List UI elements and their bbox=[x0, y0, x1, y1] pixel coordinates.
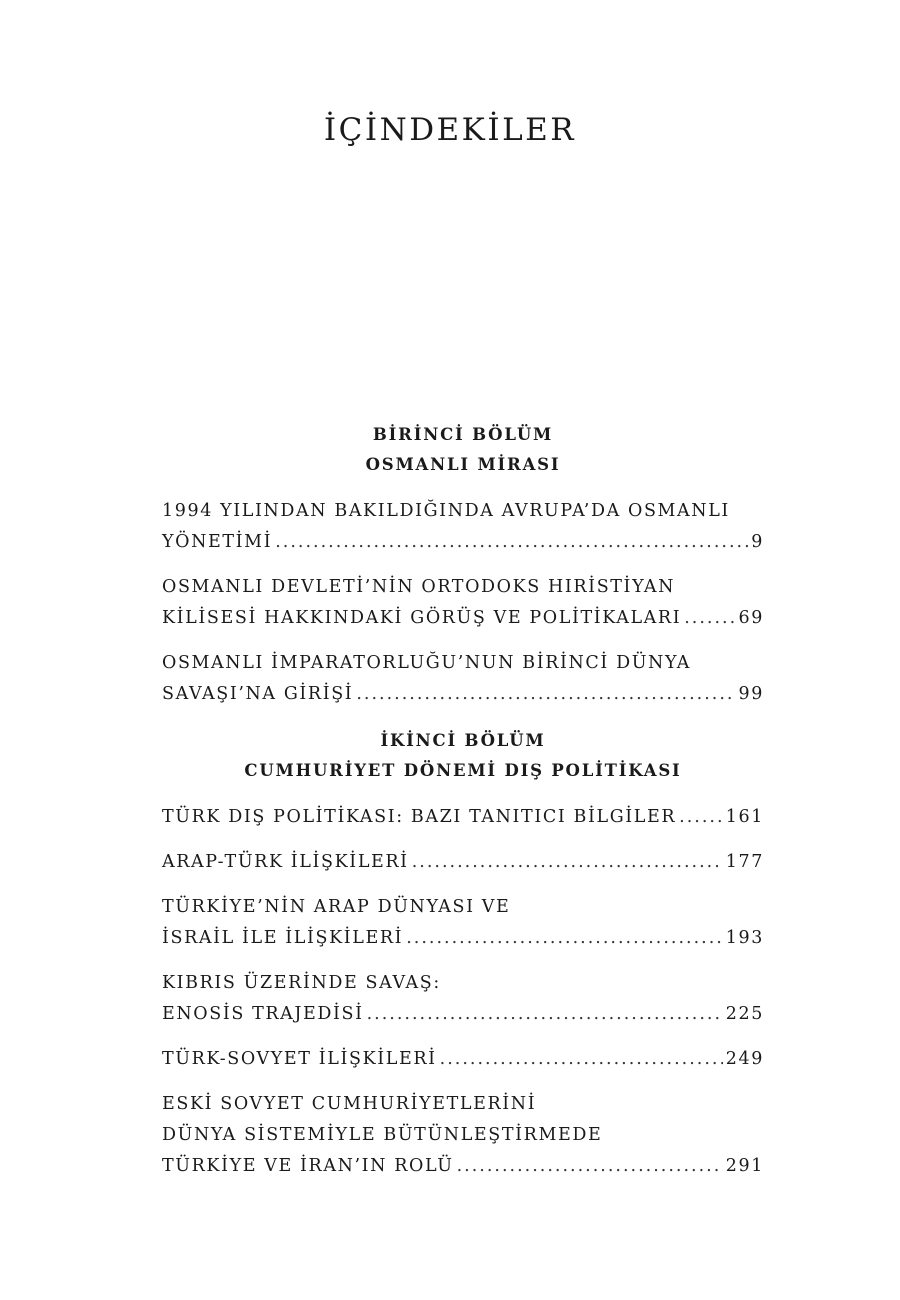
part-heading bbox=[162, 420, 764, 480]
page-number: 161 bbox=[725, 807, 764, 827]
dot-leader bbox=[275, 527, 748, 558]
entry-title-line: ARAP-TÜRK İLİŞKİLERİ bbox=[162, 852, 409, 872]
dot-leader bbox=[367, 999, 723, 1030]
toc-entry[interactable] bbox=[162, 1089, 764, 1182]
entry-title-line: TÜRKİYE VE İRAN’IN ROLÜ bbox=[162, 1156, 454, 1176]
entry-title-line: ENOSİS TRAJEDİSİ bbox=[162, 1004, 364, 1024]
toc-entry[interactable] bbox=[162, 572, 764, 634]
page-number: 249 bbox=[725, 1049, 764, 1069]
toc-entry[interactable] bbox=[162, 847, 764, 878]
toc-entry[interactable] bbox=[162, 648, 764, 710]
part-number: İKİNCİ BÖLÜM bbox=[380, 731, 546, 750]
page-number: 291 bbox=[725, 1156, 764, 1176]
part-name: OSMANLI MİRASI bbox=[365, 455, 561, 474]
page-number: 99 bbox=[738, 684, 764, 704]
table-of-contents bbox=[162, 420, 764, 1196]
dot-leader bbox=[457, 1151, 723, 1182]
toc-entry[interactable] bbox=[162, 968, 764, 1030]
dot-leader bbox=[684, 603, 735, 634]
entry-title-line: SAVAŞI’NA GİRİŞİ bbox=[162, 684, 354, 704]
part-number: BİRİNCİ BÖLÜM bbox=[372, 425, 554, 444]
entry-title-line: YÖNETİMİ bbox=[162, 532, 273, 552]
entry-title-line: OSMANLI İMPARATORLUĞU’NUN BİRİNCİ DÜNYA bbox=[162, 653, 691, 673]
toc-entry[interactable] bbox=[162, 892, 764, 954]
entry-title-line: KIBRIS ÜZERİNDE SAVAŞ: bbox=[162, 973, 441, 993]
page-number: 225 bbox=[725, 1004, 764, 1024]
toc-entry[interactable] bbox=[162, 802, 764, 833]
page-number: 69 bbox=[738, 608, 764, 628]
dot-leader bbox=[356, 679, 735, 710]
entry-title-line: KİLİSESİ HAKKINDAKİ GÖRÜŞ VE POLİTİKALARI bbox=[162, 608, 682, 628]
part-name: CUMHURİYET DÖNEMİ DIŞ POLİTİKASI bbox=[244, 761, 682, 780]
entry-title-line: OSMANLI DEVLETİ’NİN ORTODOKS HIRİSTİYAN bbox=[162, 577, 676, 597]
entry-title-line: TÜRK DIŞ POLİTİKASI: BAZI TANITICI BİLGİLER bbox=[162, 807, 677, 827]
page-number: 177 bbox=[725, 852, 764, 872]
page-title: İÇİNDEKİLER bbox=[323, 112, 577, 148]
part-heading bbox=[162, 726, 764, 786]
entry-title-line: TÜRKİYE’NİN ARAP DÜNYASI VE bbox=[162, 897, 511, 917]
entry-title-line: DÜNYA SİSTEMİYLE BÜTÜNLEŞTİRMEDE bbox=[162, 1125, 603, 1145]
page-number: 193 bbox=[725, 928, 764, 948]
dot-leader bbox=[412, 847, 723, 878]
page-number: 9 bbox=[751, 532, 764, 552]
dot-leader bbox=[679, 802, 723, 833]
dot-leader bbox=[406, 923, 723, 954]
dot-leader bbox=[440, 1044, 723, 1075]
entry-title-line: İSRAİL İLE İLİŞKİLERİ bbox=[162, 928, 404, 948]
entry-title-line: ESKİ SOVYET CUMHURİYETLERİNİ bbox=[162, 1094, 537, 1114]
entry-title-line: 1994 YILINDAN BAKILDIĞINDA AVRUPA’DA OSMANLI bbox=[162, 501, 730, 521]
toc-entry[interactable] bbox=[162, 1044, 764, 1075]
toc-entry[interactable] bbox=[162, 496, 764, 558]
entry-title-line: TÜRK-SOVYET İLİŞKİLERİ bbox=[162, 1049, 437, 1069]
